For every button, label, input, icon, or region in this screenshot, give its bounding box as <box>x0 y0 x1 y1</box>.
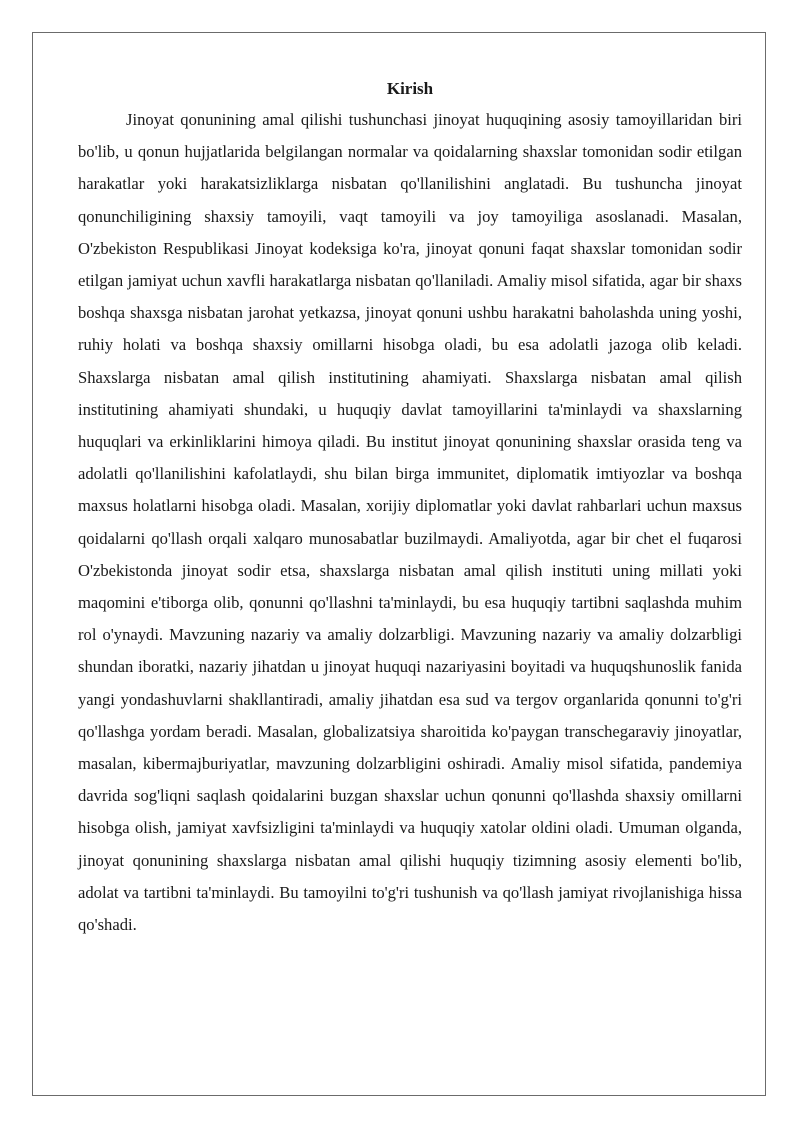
document-body <box>78 74 742 941</box>
body-paragraph: Jinoyat qonunining amal qilishi tushunchasi jinoyat huquqining asosiy tamoyillaridan biri bo'lib, u qonun hujjatlarida belgilangan normalar va qoidalarning shaxslar tomonidan sodir etilgan harakatlar yoki harakatsizliklarga nisbatan qo'llanilishini anglatadi. Bu tushuncha jinoyat qonunchiligining shaxsiy tamoyili, vaqt tamoyili va joy tamoyiliga asoslanadi. Masalan, O'zbekiston Respublikasi Jinoyat kodeksiga ko'ra, jinoyat qonuni faqat shaxslar tomonidan sodir etilgan jamiyat uchun xavfli harakatlarga nisbatan qo'llaniladi. Amaliy misol sifatida, agar bir shaxs boshqa shaxsga nisbatan jarohat yetkazsa, jinoyat qonuni ushbu harakatni baholashda uning yoshi, ruhiy holati va boshqa shaxsiy omillarni hisobga oladi, bu esa adolatli jazoga olib keladi. Shaxslarga nisbatan amal qilish institutining ahamiyati. Shaxslarga nisbatan amal qilish institutining ahamiyati shundaki, u huquqiy davlat tamoyillarini ta'minlaydi va shaxslarning huquqlari va erkinliklarini himoya qiladi. Bu institut jinoyat qonunining shaxslar orasida teng va adolatli qo'llanilishini kafolatlaydi, shu bilan birga immunitet, diplomatik imtiyozlar va boshqa maxsus holatlarni hisobga oladi. Masalan, xorijiy diplomatlar yoki davlat rahbarlari uchun maxsus qoidalarni qo'llash orqali xalqaro munosabatlar buzilmaydi. Amaliyotda, agar bir chet el fuqarosi O'zbekistonda jinoyat sodir etsa, shaxslarga nisbatan amal qilish instituti uning millati yoki maqomini e'tiborga olib, qonunni qo'llashni ta'minlaydi, bu esa huquqiy tartibni saqlashda muhim rol o'ynaydi. Mavzuning nazariy va amaliy dolzarbligi. Mavzuning nazariy va amaliy dolzarbligi shundan iboratki, nazariy jihatdan u jinoyat huquqi nazariyasini boyitadi va huquqshunoslik fanida yangi yondashuvlarni shakllantiradi, amaliy jihatdan esa sud va tergov organlarida qonunni to'g'ri qo'llashga yordam beradi. Masalan, globalizatsiya sharoitida ko'paygan transchegaraviy jinoyatlar, masalan, kibermajburiyatlar, mavzuning dolzarbligini oshiradi. Amaliy misol sifatida, pandemiya davrida sog'liqni saqlash qoidalarini buzgan shaxslar uchun qonunni qo'llashda shaxsiy omillarni hisobga olish, jamiyat xavfsizligini ta'minlaydi va huquqiy xatolar oldini oladi. Umuman olganda, jinoyat qonunining shaxslarga nisbatan amal qilishi huquqiy tizimning asosiy elementi bo'lib, adolat va tartibni ta'minlaydi. Bu tamoyilni to'g'ri tushunish va qo'llash jamiyat rivojlanishiga hissa qo'shadi. <box>78 110 742 935</box>
page-title: Kirish <box>386 79 434 98</box>
